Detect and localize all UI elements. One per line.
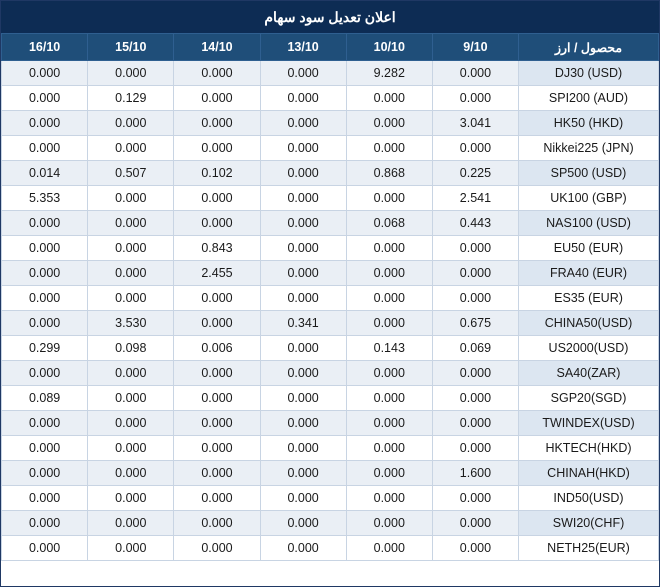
table-cell: 0.000 (260, 461, 346, 486)
table-cell: 0.000 (174, 411, 260, 436)
row-label: DJ30 (USD) (519, 61, 659, 86)
table-cell: 0.006 (174, 336, 260, 361)
table-cell: 0.098 (88, 336, 174, 361)
table-cell: 0.000 (2, 311, 88, 336)
table-row (2, 61, 659, 86)
table-cell: 0.000 (88, 261, 174, 286)
table-cell: 0.000 (260, 86, 346, 111)
table-cell: 0.000 (174, 361, 260, 386)
table-row (2, 236, 659, 261)
table-cell: 0.000 (174, 436, 260, 461)
table-cell: 0.299 (2, 336, 88, 361)
table-cell: 0.000 (260, 336, 346, 361)
table-cell: 0.102 (174, 161, 260, 186)
table-cell: 0.000 (88, 111, 174, 136)
column-header-product: محصول / ارز (519, 34, 659, 61)
table-cell: 0.868 (346, 161, 432, 186)
table-cell: 0.341 (260, 311, 346, 336)
table-cell: 0.000 (432, 136, 518, 161)
table-cell: 0.843 (174, 236, 260, 261)
table-cell: 0.000 (2, 411, 88, 436)
table-cell: 0.000 (174, 211, 260, 236)
table-cell: 0.068 (346, 211, 432, 236)
table-cell: 0.000 (260, 536, 346, 561)
table-cell: 0.000 (88, 286, 174, 311)
table-cell: 0.000 (2, 286, 88, 311)
table-cell: 0.000 (174, 311, 260, 336)
row-label: EU50 (EUR) (519, 236, 659, 261)
row-label: SPI200 (AUD) (519, 86, 659, 111)
table-cell: 0.000 (260, 236, 346, 261)
table-cell: 0.443 (432, 211, 518, 236)
row-label: SP500 (USD) (519, 161, 659, 186)
dividend-table (1, 33, 659, 561)
column-header-date-5: 15/10 (88, 34, 174, 61)
table-cell: 0.000 (346, 461, 432, 486)
table-body (2, 61, 659, 561)
row-label: SGP20(SGD) (519, 386, 659, 411)
column-header-date-4: 14/10 (174, 34, 260, 61)
table-row (2, 311, 659, 336)
table-cell: 0.000 (88, 411, 174, 436)
row-label: HK50 (HKD) (519, 111, 659, 136)
row-label: ES35 (EUR) (519, 286, 659, 311)
table-cell: 0.000 (88, 486, 174, 511)
table-cell: 0.225 (432, 161, 518, 186)
table-cell: 0.000 (2, 536, 88, 561)
table-cell: 0.000 (260, 486, 346, 511)
table-row (2, 486, 659, 511)
table-cell: 0.507 (88, 161, 174, 186)
row-label: CHINA50(USD) (519, 311, 659, 336)
table-cell: 2.455 (174, 261, 260, 286)
table-cell: 0.000 (432, 286, 518, 311)
table-cell: 0.000 (346, 361, 432, 386)
table-cell: 0.000 (174, 386, 260, 411)
table-cell: 0.000 (174, 286, 260, 311)
table-cell: 0.000 (346, 111, 432, 136)
row-label: SA40(ZAR) (519, 361, 659, 386)
table-row (2, 361, 659, 386)
table-row (2, 111, 659, 136)
table-cell: 0.000 (88, 61, 174, 86)
table-cell: 0.000 (88, 536, 174, 561)
table-cell: 0.000 (432, 86, 518, 111)
table-cell: 0.000 (88, 186, 174, 211)
table-cell: 0.000 (260, 211, 346, 236)
table-cell: 0.000 (432, 486, 518, 511)
table-row (2, 336, 659, 361)
table-cell: 3.041 (432, 111, 518, 136)
table-row (2, 86, 659, 111)
table-cell: 0.000 (88, 461, 174, 486)
table-cell: 0.000 (432, 511, 518, 536)
row-label: CHINAH(HKD) (519, 461, 659, 486)
row-label: NAS100 (USD) (519, 211, 659, 236)
table-cell: 0.000 (346, 436, 432, 461)
table-cell: 0.000 (346, 486, 432, 511)
table-cell: 0.000 (174, 111, 260, 136)
table-cell: 0.000 (260, 286, 346, 311)
table-cell: 0.000 (346, 311, 432, 336)
table-cell: 0.129 (88, 86, 174, 111)
table-cell: 0.000 (174, 536, 260, 561)
column-header-date-3: 13/10 (260, 34, 346, 61)
table-cell: 0.000 (260, 436, 346, 461)
table-row (2, 536, 659, 561)
table-cell: 0.014 (2, 161, 88, 186)
table-header-row (2, 34, 659, 61)
table-cell: 0.000 (88, 361, 174, 386)
column-header-date-2: 10/10 (346, 34, 432, 61)
table-row (2, 411, 659, 436)
table-cell: 3.530 (88, 311, 174, 336)
table-row (2, 136, 659, 161)
table-cell: 0.000 (88, 386, 174, 411)
table-cell: 0.000 (260, 261, 346, 286)
column-header-date-6: 16/10 (2, 34, 88, 61)
table-cell: 0.000 (2, 436, 88, 461)
table-row (2, 161, 659, 186)
table-cell: 0.000 (432, 411, 518, 436)
table-cell: 0.000 (432, 236, 518, 261)
page-title: اعلان تعديل سود سهام (264, 8, 396, 25)
table-cell: 0.000 (346, 236, 432, 261)
table-cell: 0.000 (174, 461, 260, 486)
table-cell: 0.000 (346, 136, 432, 161)
table-cell: 0.000 (432, 61, 518, 86)
row-label: SWI20(CHF) (519, 511, 659, 536)
row-label: HKTECH(HKD) (519, 436, 659, 461)
table-row (2, 436, 659, 461)
table-cell: 0.000 (88, 511, 174, 536)
table-cell: 1.600 (432, 461, 518, 486)
table-row (2, 286, 659, 311)
table-cell: 0.000 (174, 486, 260, 511)
row-label: FRA40 (EUR) (519, 261, 659, 286)
table-cell: 0.000 (260, 361, 346, 386)
table-cell: 0.000 (260, 411, 346, 436)
table-cell: 0.000 (260, 111, 346, 136)
table-cell: 0.089 (2, 386, 88, 411)
table-cell: 0.000 (2, 86, 88, 111)
table-cell: 0.143 (346, 336, 432, 361)
table-header (2, 34, 659, 61)
table-cell: 0.000 (88, 436, 174, 461)
table-row (2, 211, 659, 236)
table-cell: 0.000 (432, 436, 518, 461)
table-cell: 0.000 (174, 136, 260, 161)
table-cell: 0.000 (346, 386, 432, 411)
row-label: TWINDEX(USD) (519, 411, 659, 436)
table-cell: 0.000 (260, 511, 346, 536)
table-cell: 0.000 (346, 261, 432, 286)
table-row (2, 261, 659, 286)
table-cell: 0.000 (2, 361, 88, 386)
table-cell: 0.000 (260, 186, 346, 211)
table-cell: 0.000 (260, 161, 346, 186)
table-cell: 0.000 (2, 261, 88, 286)
row-label: NETH25(EUR) (519, 536, 659, 561)
table-cell: 5.353 (2, 186, 88, 211)
table-row (2, 461, 659, 486)
table-cell: 0.000 (174, 511, 260, 536)
table-cell: 0.000 (346, 411, 432, 436)
table-cell: 0.000 (88, 211, 174, 236)
table-row (2, 186, 659, 211)
table-cell: 0.000 (346, 511, 432, 536)
table-cell: 0.000 (88, 236, 174, 261)
table-cell: 0.000 (346, 86, 432, 111)
row-label: UK100 (GBP) (519, 186, 659, 211)
table-cell: 0.000 (260, 61, 346, 86)
table-cell: 0.000 (2, 236, 88, 261)
row-label: Nikkei225 (JPN) (519, 136, 659, 161)
table-cell: 0.000 (432, 361, 518, 386)
table-cell: 0.000 (174, 86, 260, 111)
page-title-bar (1, 1, 659, 33)
table-row (2, 386, 659, 411)
table-cell: 0.000 (2, 111, 88, 136)
row-label: US2000(USD) (519, 336, 659, 361)
table-cell: 0.000 (174, 61, 260, 86)
row-label: IND50(USD) (519, 486, 659, 511)
table-cell: 0.000 (2, 511, 88, 536)
table-cell: 0.069 (432, 336, 518, 361)
table-cell: 0.000 (346, 536, 432, 561)
table-cell: 0.000 (346, 286, 432, 311)
table-cell: 0.000 (432, 261, 518, 286)
table-cell: 0.000 (2, 211, 88, 236)
table-cell: 0.000 (2, 136, 88, 161)
table-cell: 0.000 (260, 386, 346, 411)
table-cell: 2.541 (432, 186, 518, 211)
table-cell: 0.000 (260, 136, 346, 161)
table-cell: 0.000 (174, 186, 260, 211)
table-cell: 0.000 (432, 386, 518, 411)
table-cell: 0.000 (88, 136, 174, 161)
table-cell: 0.675 (432, 311, 518, 336)
table-row (2, 511, 659, 536)
table-cell: 0.000 (432, 536, 518, 561)
table-cell: 0.000 (2, 61, 88, 86)
table-cell: 0.000 (2, 461, 88, 486)
table-cell: 9.282 (346, 61, 432, 86)
table-cell: 0.000 (346, 186, 432, 211)
table-cell: 0.000 (2, 486, 88, 511)
column-header-date-1: 9/10 (432, 34, 518, 61)
